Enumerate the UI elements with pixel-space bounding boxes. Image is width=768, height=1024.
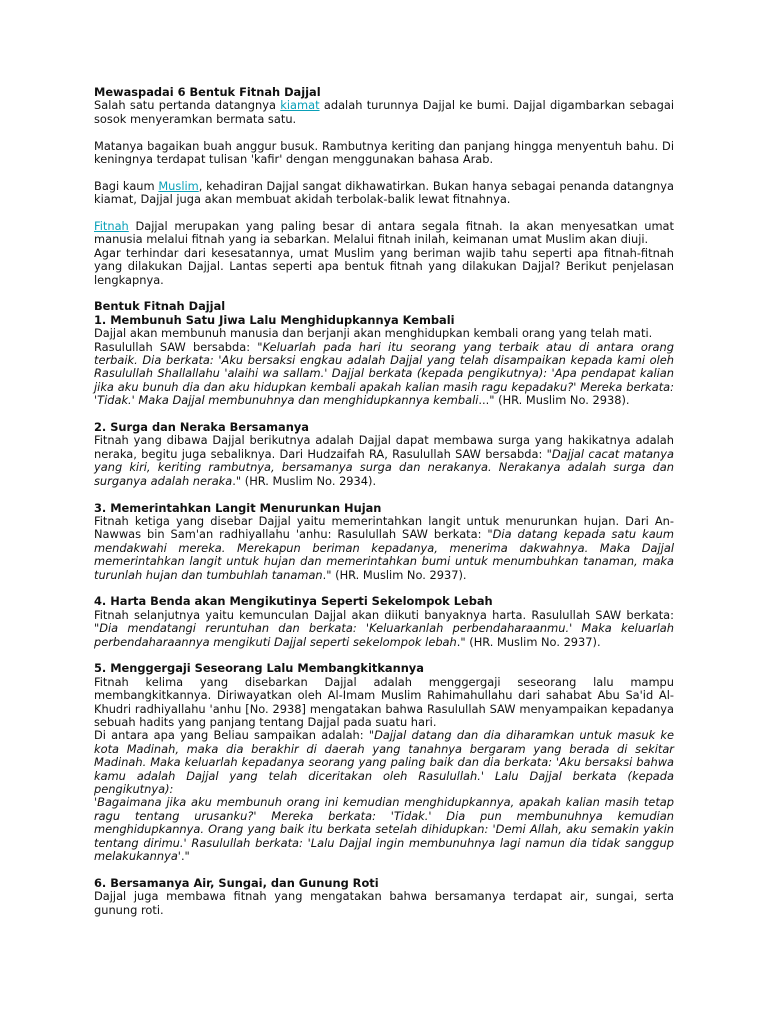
section-4-paragraph: Fitnah selanjutnya yaitu kemunculan Dajjal akan diikuti banyaknya harta. Rasulullah SAW berkata: "Dia mendatangi reruntuhan dan berkata: 'Keluarkanlah perbendaharaanmu.' Maka keluarlah perbendaharaannya mengikuti Dajjal seperti sekelompok lebah." (HR. Muslim No. 2937). [94,607,674,649]
intro-paragraph-5: Agar terhindar dari kesesatannya, umat Muslim yang beriman wajib tahu seperti apa fitnah-fitnah yang dilakukan Dajjal. Lantas seperti apa bentuk fitnah yang dilakukan Dajjal? Berikut penjelasan lengkapnya. [94,245,674,287]
section-3-heading: 3. Memerintahkan Langit Menurunkan Hujan [94,500,382,515]
section-5-heading: 5. Menggergaji Seseorang Lalu Membangkitkannya [94,661,424,676]
muslim-link[interactable]: Muslim [158,178,199,193]
kiamat-link[interactable]: kiamat [280,98,320,113]
section-1-heading: 1. Membunuh Satu Jiwa Lalu Menghidupkannya Kembali [94,312,455,327]
section-3-paragraph: Fitnah ketiga yang disebar Dajjal yaitu memerintahkan langit untuk menurunkan hujan. Dari An-Nawwas bin Sam'an radhiyallahu 'anhu: Rasulullah SAW berkata: "Dia datang kepada satu kaum mendakwahi mereka. Merekapun beriman kepadanya, menerima dakwahnya. Maka Dajjal memerintahkan langit untuk hujan dan memerintahkan bumi untuk menumbuhkan tanaman, maka turunlah hujan dan tumbuhlah tanaman." (HR. Muslim No. 2937). [94,513,674,582]
section-title: Bentuk Fitnah Dajjal [94,299,226,314]
section-2-heading: 2. Surga dan Neraka Bersamanya [94,420,309,435]
section-4-heading: 4. Harta Benda akan Mengikutinya Seperti Sekelompok Lebah [94,594,493,609]
section-5-paragraph-2: Di antara apa yang Beliau sampaikan adalah: "Dajjal datang dan dia diharamkan untuk masuk ke kota Madinah, maka dia berakhir di daerah yang tanahnya bergaram yang berada di sekitar Madinah. Maka keluarlah kepadanya seorang yang paling baik dan dia berkata: 'Aku bersaksi bahwa kamu adalah Dajjal yang telah diceritakan oleh Rasulullah.' Lalu Dajjal berkata (kepada pengikutnya): [94,728,674,796]
section-2-paragraph: Fitnah yang dibawa Dajjal berikutnya adalah Dajjal dapat membawa surga yang hakikatnya adalah neraka, begitu juga sebaliknya. Dari Hudzaifah RA, Rasulullah SAW bersabda: "Dajjal cacat matanya yang kiri, keriting rambutnya, bersamanya surga dan nerakanya. Nerakanya adalah surga dan surganya adalah neraka." (HR. Muslim No. 2934). [94,433,674,488]
section-1-paragraph-2: Rasulullah SAW bersabda: "Keluarlah pada hari itu seorang yang terbaik atau di antara orang terbaik. Dia berkata: 'Aku bersaksi engkau adalah Dajjal yang telah disampaikan kepada kami oleh Rasulullah Shallallahu 'alaihi wa sallam.' Dajjal berkata (kepada pengikutnya): 'Apa pendapat kalian jika aku bunuh dia dan aku hidupkan kembali apakah kalian masih ragu kepadaku?' Mereka berkata: 'Tidak.' Maka Dajjal membunuhnya dan menghidupkannya kembali..." (HR. Muslim No. 2938). [94,339,674,408]
section-1-paragraph-1: Dajjal akan membunuh manusia dan berjanji akan menghidupkan kembali orang yang telah mati. [94,326,653,341]
section-5-paragraph-1: Fitnah kelima yang disebarkan Dajjal adalah menggergaji seseorang lalu mampu membangkitkannya. Diriwayatkan oleh Al-Imam Muslim Rahimahullahu dari sahabat Abu Sa'id Al-Khudri radhiyallahu 'anhu [No. 2938] mengatakan bahwa Rasulullah SAW menyampaikan kepadanya sebuah hadits yang panjang tentang Dajjal pada suatu hari. [94,674,674,729]
intro-paragraph-4: Fitnah Dajjal merupakan yang paling besar di antara segala fitnah. Ia akan menyesatkan umat manusia melalui fitnah yang ia sebarkan. Melalui fitnah inilah, keimanan umat Muslim akan diuji. [94,219,674,247]
article [94,86,674,917]
intro-paragraph-1: Salah satu pertanda datangnya kiamat adalah turunnya Dajjal ke bumi. Dajjal digambarkan sebagai sosok menyeramkan bermata satu. [94,98,674,126]
section-6-paragraph: Dajjal juga membawa fitnah yang mengatakan bahwa bersamanya terdapat air, sungai, serta gunung roti. [94,889,674,917]
section-5-paragraph-3: 'Bagaimana jika aku membunuh orang ini kemudian menghidupkannya, apakah kalian masih tetap ragu tentang urusanku?' Mereka berkata: 'Tidak.' Dia pun membunuhnya kemudian menghidupkannya. Orang yang baik itu berkata setelah dihidupkan: 'Demi Allah, aku semakin yakin tentang dirimu.' Rasulullah berkata: 'Lalu Dajjal ingin membunuhnya lagi namun dia tidak sanggup melakukannya'." [94,795,674,864]
section-6-heading: 6. Bersamanya Air, Sungai, dan Gunung Roti [94,875,379,890]
fitnah-link[interactable]: Fitnah [94,219,129,234]
intro-paragraph-2: Matanya bagaikan buah anggur busuk. Rambutnya keriting dan panjang hingga menyentuh bahu. Di keningnya terdapat tulisan 'kafir' dengan menggunakan bahasa Arab. [94,138,674,167]
article-title: Mewaspadai 6 Bentuk Fitnah Dajjal [94,85,321,99]
intro-paragraph-3: Bagi kaum Muslim, kehadiran Dajjal sangat dikhawatirkan. Bukan hanya sebagai penanda datangnya kiamat, Dajjal juga akan membuat akidah terbolak-balik lewat fitnahnya. [94,178,674,207]
